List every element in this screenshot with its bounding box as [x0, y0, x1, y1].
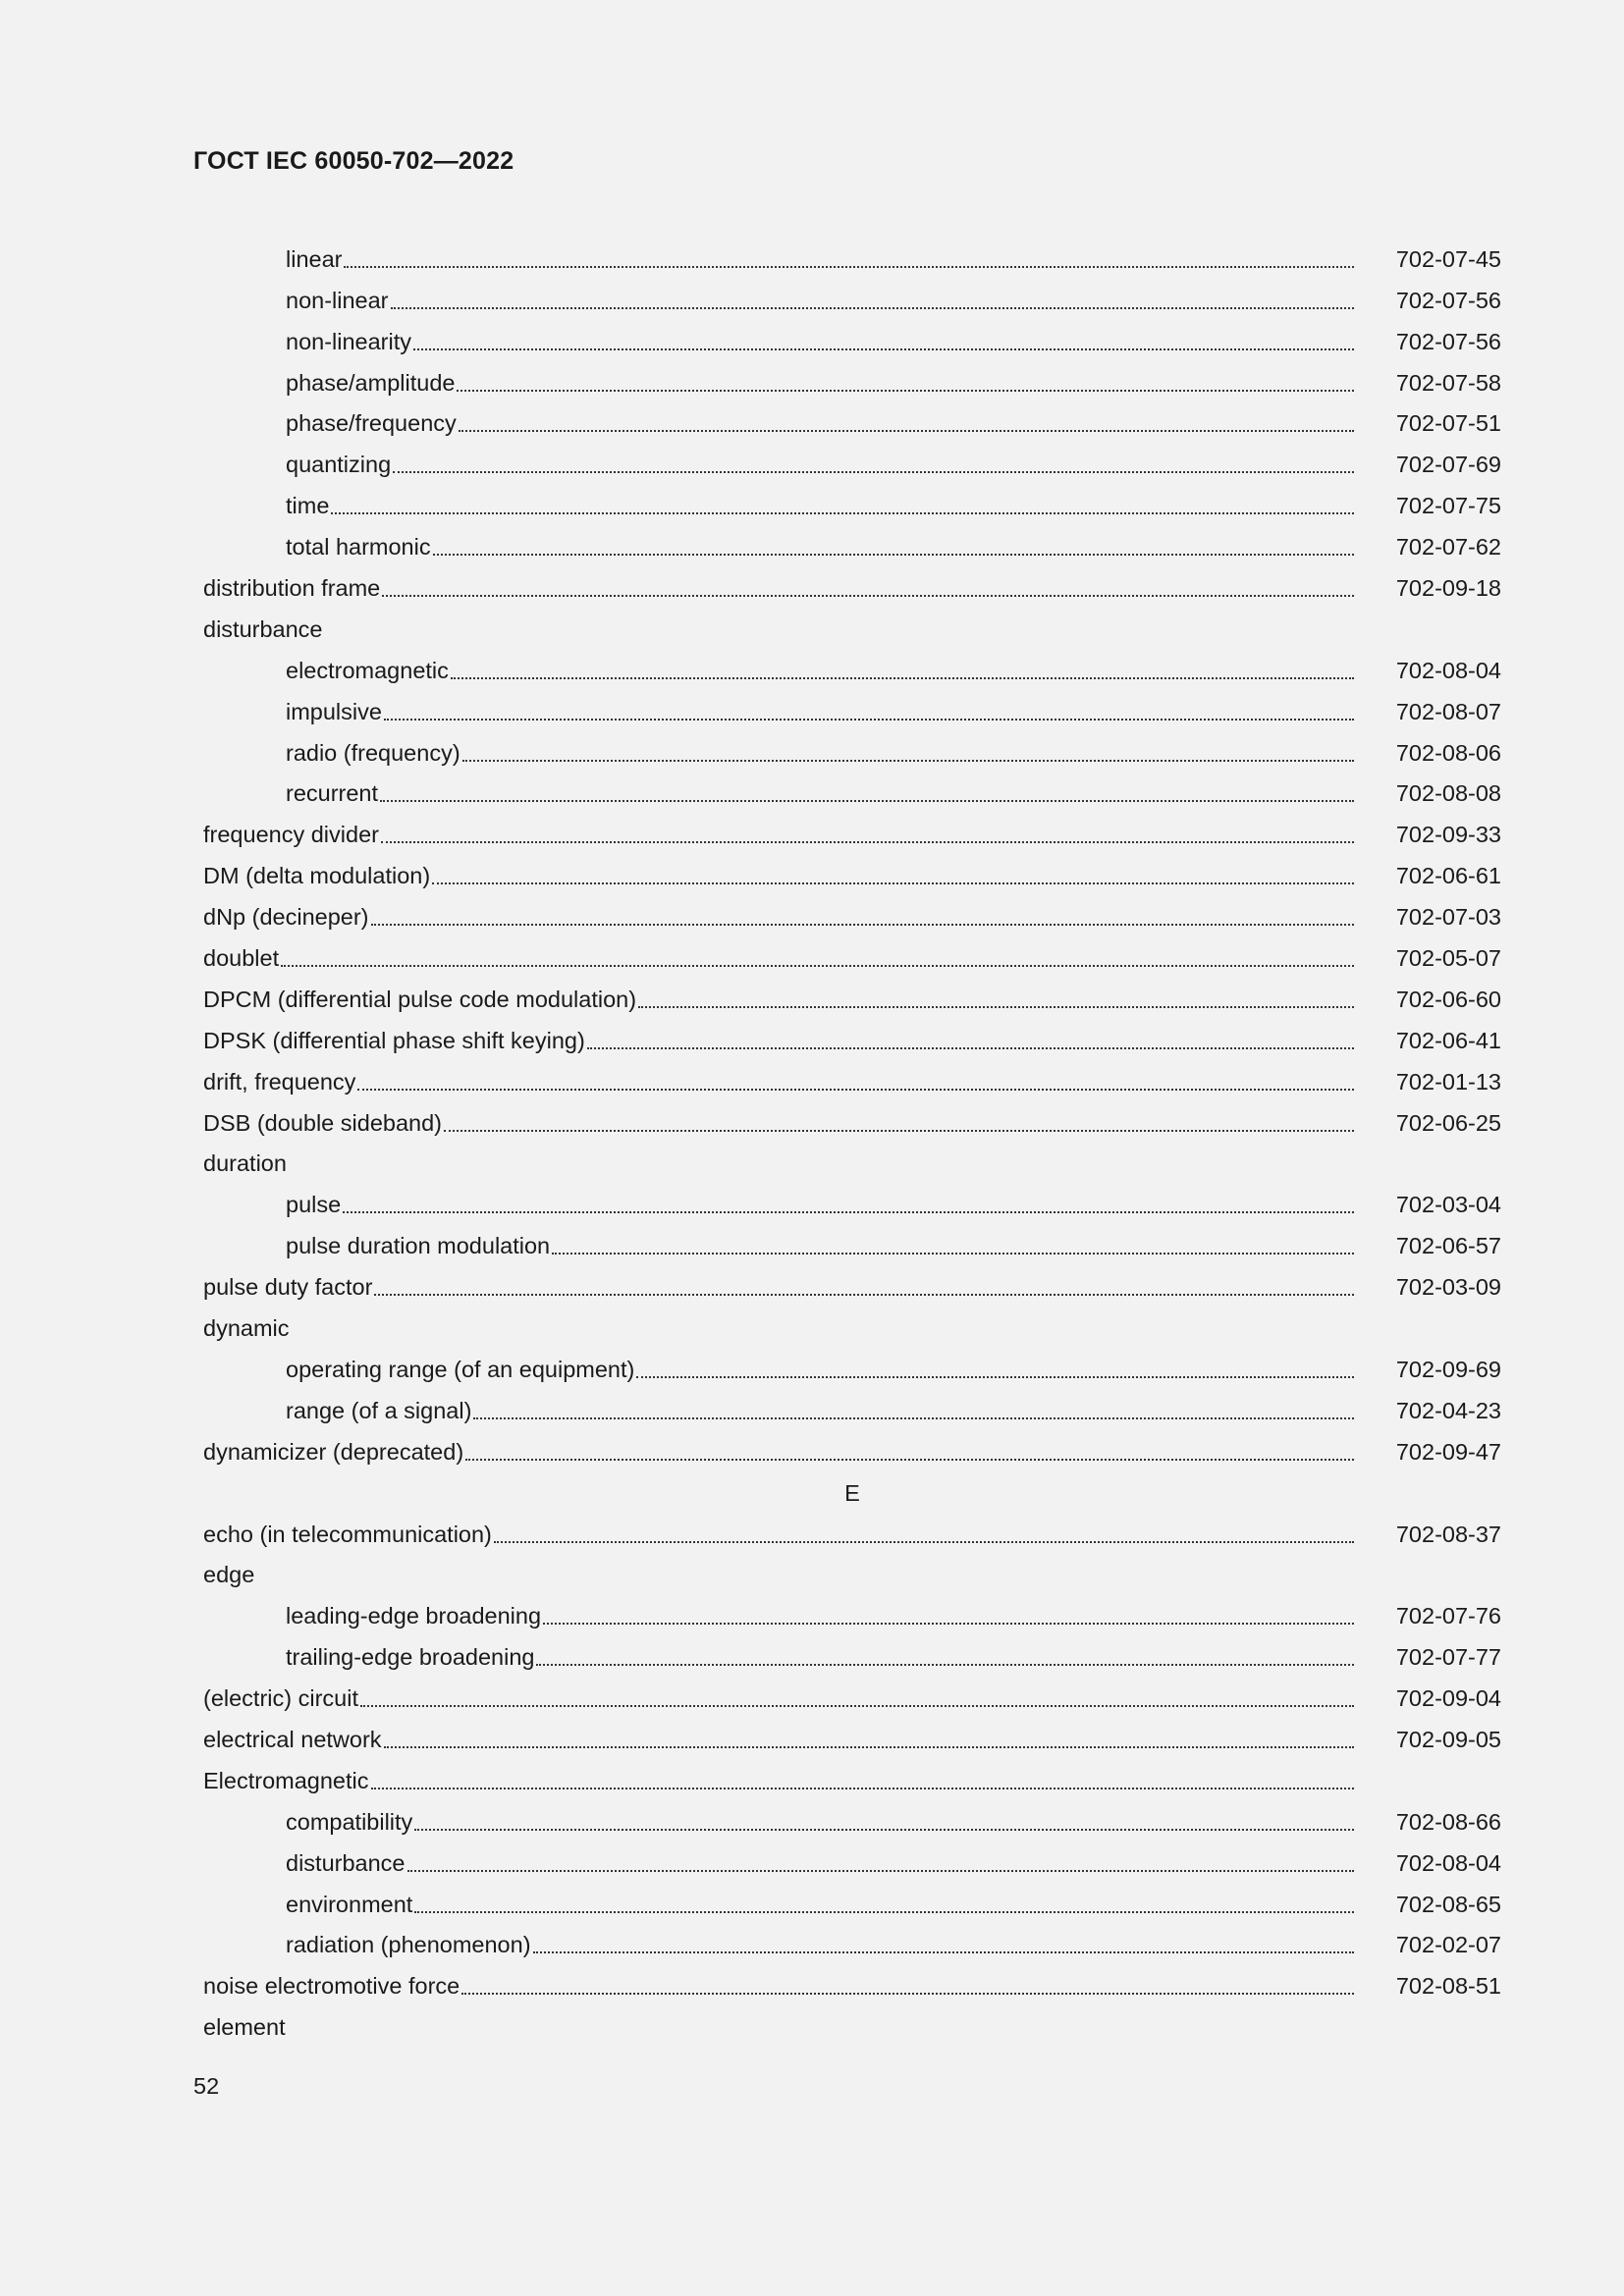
index-subentry	[203, 1589, 1501, 1630]
dot-leader	[414, 1807, 1354, 1837]
index-term: DPCM (differential pulse code modulation)	[203, 986, 637, 1012]
index-term: electromagnetic	[286, 657, 449, 683]
index-reference: 702-09-18	[1395, 575, 1501, 602]
dot-leader	[391, 286, 1354, 315]
index-entry	[203, 603, 1501, 644]
index-reference: 702-09-33	[1395, 822, 1501, 848]
dot-leader	[494, 1520, 1354, 1549]
index-reference: 702-07-45	[1395, 245, 1501, 272]
index-subentry	[203, 1878, 1501, 1919]
index-term: radiation (phenomenon)	[286, 1932, 531, 1958]
dot-leader	[384, 697, 1354, 726]
index-subentry	[203, 1178, 1501, 1219]
index-entry	[203, 849, 1501, 890]
index-subentry	[203, 644, 1501, 685]
index-term: operating range (of an equipment)	[286, 1356, 635, 1382]
dot-leader	[371, 1766, 1355, 1795]
index-reference: 702-02-07	[1395, 1932, 1501, 1958]
index-term: pulse duty factor	[203, 1274, 373, 1301]
index-subentry	[203, 520, 1501, 561]
dot-leader	[533, 1930, 1354, 1959]
index-reference: 702-03-09	[1395, 1274, 1501, 1301]
index-entry	[203, 1425, 1501, 1467]
index-term: total harmonic	[286, 534, 431, 561]
dot-leader	[462, 738, 1354, 768]
dot-leader	[432, 861, 1354, 890]
dot-leader	[360, 1683, 1354, 1713]
index-reference: 702-09-04	[1395, 1685, 1501, 1712]
index-reference: 702-08-08	[1395, 780, 1501, 807]
dot-leader	[407, 1848, 1355, 1878]
index-subentry	[203, 1837, 1501, 1878]
index-entry	[203, 1138, 1501, 1179]
index-term: electrical network	[203, 1726, 382, 1752]
index-term: echo (in telecommunication)	[203, 1521, 492, 1547]
dot-leader	[343, 1190, 1354, 1219]
index-reference: 702-08-37	[1395, 1521, 1501, 1547]
dot-leader	[552, 1231, 1354, 1260]
index-term: distribution frame	[203, 575, 381, 602]
index-term: phase/amplitude	[286, 369, 456, 396]
index-reference: 702-07-56	[1395, 287, 1501, 313]
index-subentry	[203, 726, 1501, 768]
index-reference: 702-06-60	[1395, 986, 1501, 1012]
index-subentry	[203, 1219, 1501, 1260]
index-entry	[203, 1260, 1501, 1302]
index-term: compatibility	[286, 1808, 413, 1835]
index-entry	[203, 808, 1501, 849]
index-reference: 702-03-04	[1395, 1192, 1501, 1218]
dot-leader	[543, 1601, 1354, 1630]
dot-leader	[451, 656, 1354, 685]
index-reference: 702-07-58	[1395, 369, 1501, 396]
index-entry	[203, 973, 1501, 1014]
index-term: dynamicizer (deprecated)	[203, 1438, 464, 1465]
index-term: E	[844, 1479, 860, 1506]
index-reference: 702-09-47	[1395, 1438, 1501, 1465]
index-reference: 702-06-25	[1395, 1109, 1501, 1136]
dot-leader	[536, 1642, 1354, 1672]
section-letter	[203, 1467, 1501, 1508]
index-entry	[203, 932, 1501, 973]
index-subentry	[203, 1630, 1501, 1672]
index-term: (electric) circuit	[203, 1685, 358, 1712]
index-subentry	[203, 438, 1501, 479]
index-reference: 702-07-03	[1395, 904, 1501, 931]
dot-leader	[371, 902, 1354, 932]
index-entry	[203, 1713, 1501, 1754]
index-term: trailing-edge broadening	[286, 1644, 535, 1671]
dot-leader	[465, 1437, 1354, 1467]
dot-leader	[414, 1890, 1354, 1919]
index-subentry	[203, 1343, 1501, 1384]
index-reference: 702-09-05	[1395, 1726, 1501, 1752]
index-term: linear	[286, 245, 343, 272]
dot-leader	[382, 573, 1354, 603]
index-term: drift, frequency	[203, 1068, 356, 1095]
index-reference: 702-08-66	[1395, 1808, 1501, 1835]
index-term: environment	[286, 1891, 413, 1917]
dot-leader	[374, 1272, 1354, 1302]
index-reference: 702-07-75	[1395, 493, 1501, 519]
index-term: dNp (decineper)	[203, 904, 369, 931]
dot-leader	[461, 1971, 1354, 2001]
index-term: element	[203, 2014, 286, 2041]
index-term: impulsive	[286, 698, 382, 724]
index-reference: 702-08-04	[1395, 1849, 1501, 1876]
index-reference: 702-07-69	[1395, 452, 1501, 478]
dot-leader	[473, 1396, 1354, 1425]
index-entry	[203, 1014, 1501, 1055]
index-entry	[203, 1508, 1501, 1549]
index-term: noise electromotive force	[203, 1973, 460, 2000]
dot-leader	[457, 368, 1354, 398]
index-entry	[203, 1302, 1501, 1343]
index-entry	[203, 1549, 1501, 1590]
index-term: DPSK (differential phase shift keying)	[203, 1027, 585, 1053]
index-term: recurrent	[286, 780, 379, 807]
dot-leader	[413, 327, 1354, 356]
index-reference: 702-08-06	[1395, 739, 1501, 766]
index-entry	[203, 890, 1501, 932]
index-term: radio (frequency)	[286, 739, 460, 766]
dot-leader	[331, 491, 1354, 520]
document-header: ГОСТ IEC 60050-702—2022	[193, 147, 514, 175]
index-subentry	[203, 768, 1501, 809]
index-reference: 702-06-41	[1395, 1027, 1501, 1053]
index-reference: 702-07-77	[1395, 1644, 1501, 1671]
dot-leader	[384, 1725, 1354, 1754]
dot-leader	[381, 820, 1354, 849]
index-entry	[203, 561, 1501, 603]
index-reference: 702-08-04	[1395, 657, 1501, 683]
dot-leader	[638, 985, 1354, 1014]
index-term: non-linear	[286, 287, 389, 313]
index-entry	[203, 2001, 1501, 2042]
index-term: quantizing	[286, 452, 392, 478]
index-term: DM (delta modulation)	[203, 863, 431, 889]
index-reference: 702-08-51	[1395, 1973, 1501, 2000]
dot-leader	[587, 1026, 1354, 1055]
dot-leader	[393, 450, 1354, 479]
index-reference: 702-07-76	[1395, 1603, 1501, 1629]
dot-leader	[344, 244, 1354, 274]
index-reference: 702-01-13	[1395, 1068, 1501, 1095]
index-term: edge	[203, 1562, 255, 1588]
index-reference: 702-07-62	[1395, 534, 1501, 561]
index-subentry	[203, 1919, 1501, 1960]
index-subentry	[203, 233, 1501, 274]
index-subentry	[203, 479, 1501, 520]
index-reference: 702-08-07	[1395, 698, 1501, 724]
index-reference: 702-05-07	[1395, 945, 1501, 972]
index-entry	[203, 1959, 1501, 2001]
index-entry	[203, 1672, 1501, 1713]
index-entry	[203, 1055, 1501, 1096]
dot-leader	[357, 1067, 1354, 1096]
index-list	[203, 233, 1501, 2042]
index-term: disturbance	[286, 1849, 406, 1876]
index-term: DSB (double sideband)	[203, 1109, 442, 1136]
index-reference: 702-07-51	[1395, 410, 1501, 437]
index-term: phase/frequency	[286, 410, 457, 437]
index-term: dynamic	[203, 1315, 290, 1342]
dot-leader	[636, 1355, 1354, 1384]
dot-leader	[380, 778, 1354, 808]
index-reference: 702-09-69	[1395, 1356, 1501, 1382]
index-term: non-linearity	[286, 328, 412, 354]
index-term: frequency divider	[203, 822, 379, 848]
index-subentry	[203, 1384, 1501, 1425]
index-term: leading-edge broadening	[286, 1603, 542, 1629]
index-term: doublet	[203, 945, 280, 972]
index-reference: 702-06-61	[1395, 863, 1501, 889]
index-subentry	[203, 274, 1501, 315]
page-number: 52	[193, 2073, 220, 2099]
index-subentry	[203, 685, 1501, 726]
index-subentry	[203, 1795, 1501, 1837]
index-reference: 702-08-65	[1395, 1891, 1501, 1917]
index-entry	[203, 1096, 1501, 1138]
dot-leader	[433, 532, 1354, 561]
index-term: time	[286, 493, 330, 519]
index-subentry	[203, 356, 1501, 398]
index-reference: 702-07-56	[1395, 328, 1501, 354]
index-term: duration	[203, 1150, 287, 1177]
dot-leader	[281, 943, 1354, 973]
index-term: range (of a signal)	[286, 1397, 472, 1423]
dot-leader	[444, 1108, 1354, 1138]
index-subentry	[203, 315, 1501, 356]
dot-leader	[459, 408, 1354, 438]
index-term: disturbance	[203, 615, 323, 642]
index-term: Electromagnetic	[203, 1767, 369, 1793]
index-reference: 702-04-23	[1395, 1397, 1501, 1423]
index-term: pulse duration modulation	[286, 1233, 551, 1259]
index-subentry	[203, 398, 1501, 439]
index-reference: 702-06-57	[1395, 1233, 1501, 1259]
index-entry	[203, 1754, 1501, 1795]
index-term: pulse	[286, 1192, 342, 1218]
